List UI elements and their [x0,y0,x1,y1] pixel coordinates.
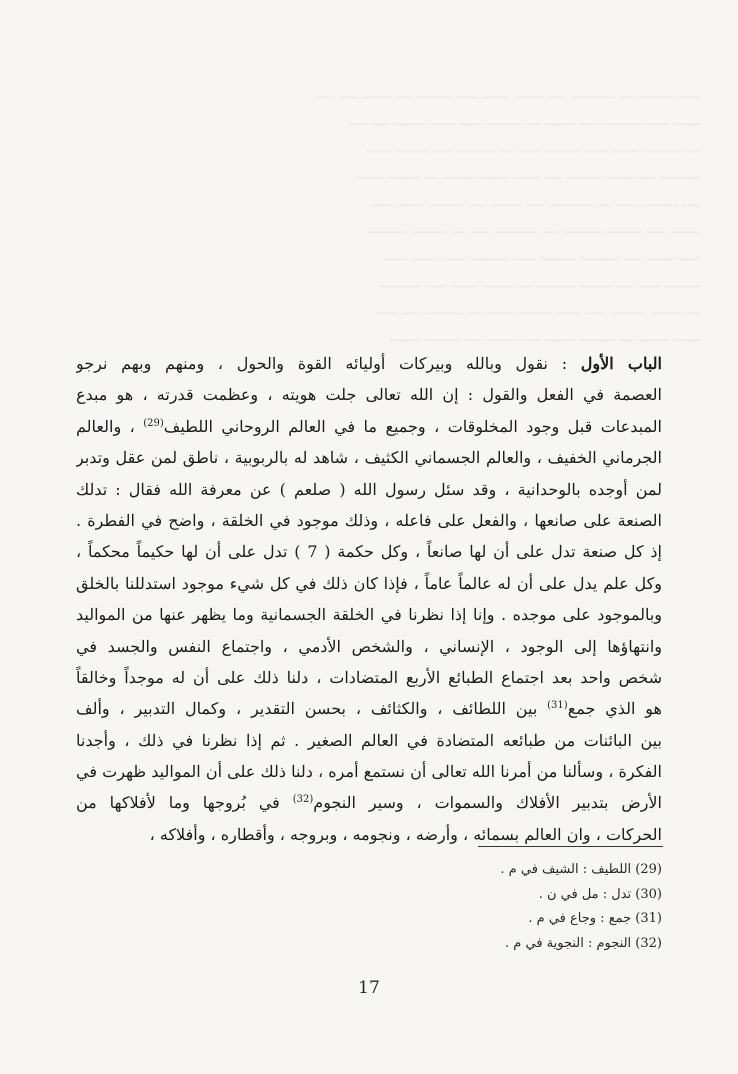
text-line: العصمة في الفعل والقول : إن الله تعالى جلت هويته ، وعظمت قدرته ، هو مبدع [76,385,662,405]
chapter-heading: الباب الأول [580,354,662,373]
text-line: الصنعة على صانعها ، والفعل على فاعله ، وذلك موجود في الخلقة ، واضح في الفطرة . [76,510,662,530]
text-line: وانتهاؤها إلى الوجود ، الإنساني ، والشخص الأدمي ، واجتماع النفس والجسد في [76,636,662,656]
text-line: هو الذي جمع$^{(31)}$ بين اللطائف ، والكثائف ، بحسن التقدير ، وكمال التدبير ، وألف [76,699,662,719]
bleed-through-texture: ـــــ ــــــــ ـــ ــــــــــ ــــ ـــــــ ــــــ ـــــ ــــــــ ـــ ـــــــ ــــ ـــــ ــــــ ـــــ ـــــــــ ــــ ـــــــ ـــ ــــــــ ـــــ ــــــ ـــــــ ــــ ــــ ـــ ـــــــــ ــــــ ـــــ ــــــــ ـــــ ـــ ـــــــــ ــــ ـــــــ ــــــ ـــــــــ ــــ ــــــ ــــــــ ــــ ــــــ ـــــــ ـــــــ ـــ ـــــــ ــــــ ــــ ــــــــ ـــــ ـــ ــــــــــ ــــ ـــــــ ــــ ــــــــ ــــــ ـــــ ـــــــ ــــ ــــــــ ـــــــــ ــــ ـــــــــ ـــــ ـــ ــــــــ ـــــــــ ـــــ ــــــ ــــ ـــــــــ ــــــــ ـــــ ـــــــــ ـــــ ــــــ ـــــ ــــــــ ـــــ ــــ ـــــــ ـــــــــ ـــ ـــــــ ــــــ ـــــ ـــــــــ ـــ ـــــــ ــــــــ ـــــ ـــــ ــــــــ ــــــ ـــ ـــــــــ ــــ ـــــ ــــــ ـــــــ ـــ ــــــــ ـــــــ ــــ ـــــــ ــــ ــــــــ ـــــــ [313,84,700,345]
text-line: بين البائنات من طبائعه المتضادة في العالم الصغير . ثم إذا نظرنا في ذلك ، وأجدنا [76,730,662,750]
footnote-mark: (31) [547,700,568,712]
footnote: (30) تدل : مل في ن . [538,886,662,902]
footnote: (29) اللطيف : الشيف في م . [500,862,662,877]
footnotes [262,858,662,956]
text-line: الباب الأول : نقول وبالله وبيركات أوليائه القوة والحول ، ومنهم وبهم نرجو [76,354,662,373]
text-line: الأرض بتدبير الأفلاك والسموات ، وسير النجوم$^{(32)}$ في بُروجها وما لأفلاكها من [76,793,662,813]
page-number: 17 [358,978,380,998]
text-line: إذ كل صنعة تدل على أن لها صانعاً ، وكل حكمة ( 7 ) تدل على أن لها حكيماً محكماً ، [76,542,662,562]
text-line: وكل علم يدل على أن له عالماً عاماً ، فإذا كان ذلك في كل شيء موجود استدللنا بالخلق [76,573,662,593]
footnote: (31) جمع : وجاع في م . [528,911,662,926]
main-text-block [76,348,662,850]
text-line: لمن أوجده بالوحدانية ، وقد سئل رسول الله ( صلعم ) عن معرفة الله فقال : تدلك [76,479,662,499]
text-line: المبدعات قبل وجود المخلوقات ، وجميع ما في العالم الروحاني اللطيف$^{(29)}$ ، والعالم [76,416,662,436]
text-line: الحركات ، وان العالم بسمائه ، وأرضه ، ونجومه ، وبروجه ، وأقطاره ، وأفلاكه ، [149,824,662,844]
footnote: (32) النجوم : النجوية في م . [505,935,662,951]
text-line: شخص واحد بعد اجتماع الطبائع الأربع المتضادات ، دلنا ذلك على أن له موجداً وخالقاً [76,667,662,687]
text-line: الجرماني الخفيف ، والعالم الجسماني الكثيف ، شاهد له بالربوبية ، ناطق لمن عقل وتدبر [76,448,662,468]
text-line: الفكرة ، وسألنا من أمرنا الله تعالى أن نستمع أمره ، دلنا ذلك على أن المواليد ظهرت في [76,762,662,782]
footnote-mark: (32) [292,794,314,806]
footnote-mark: (29) [143,417,164,429]
footnote-divider [478,846,663,847]
text-line: وبالموجود على موجده . وإنا إذا نظرنا في الخلقة الجسمانية وما يظهر عنها من المواليد [76,605,662,625]
